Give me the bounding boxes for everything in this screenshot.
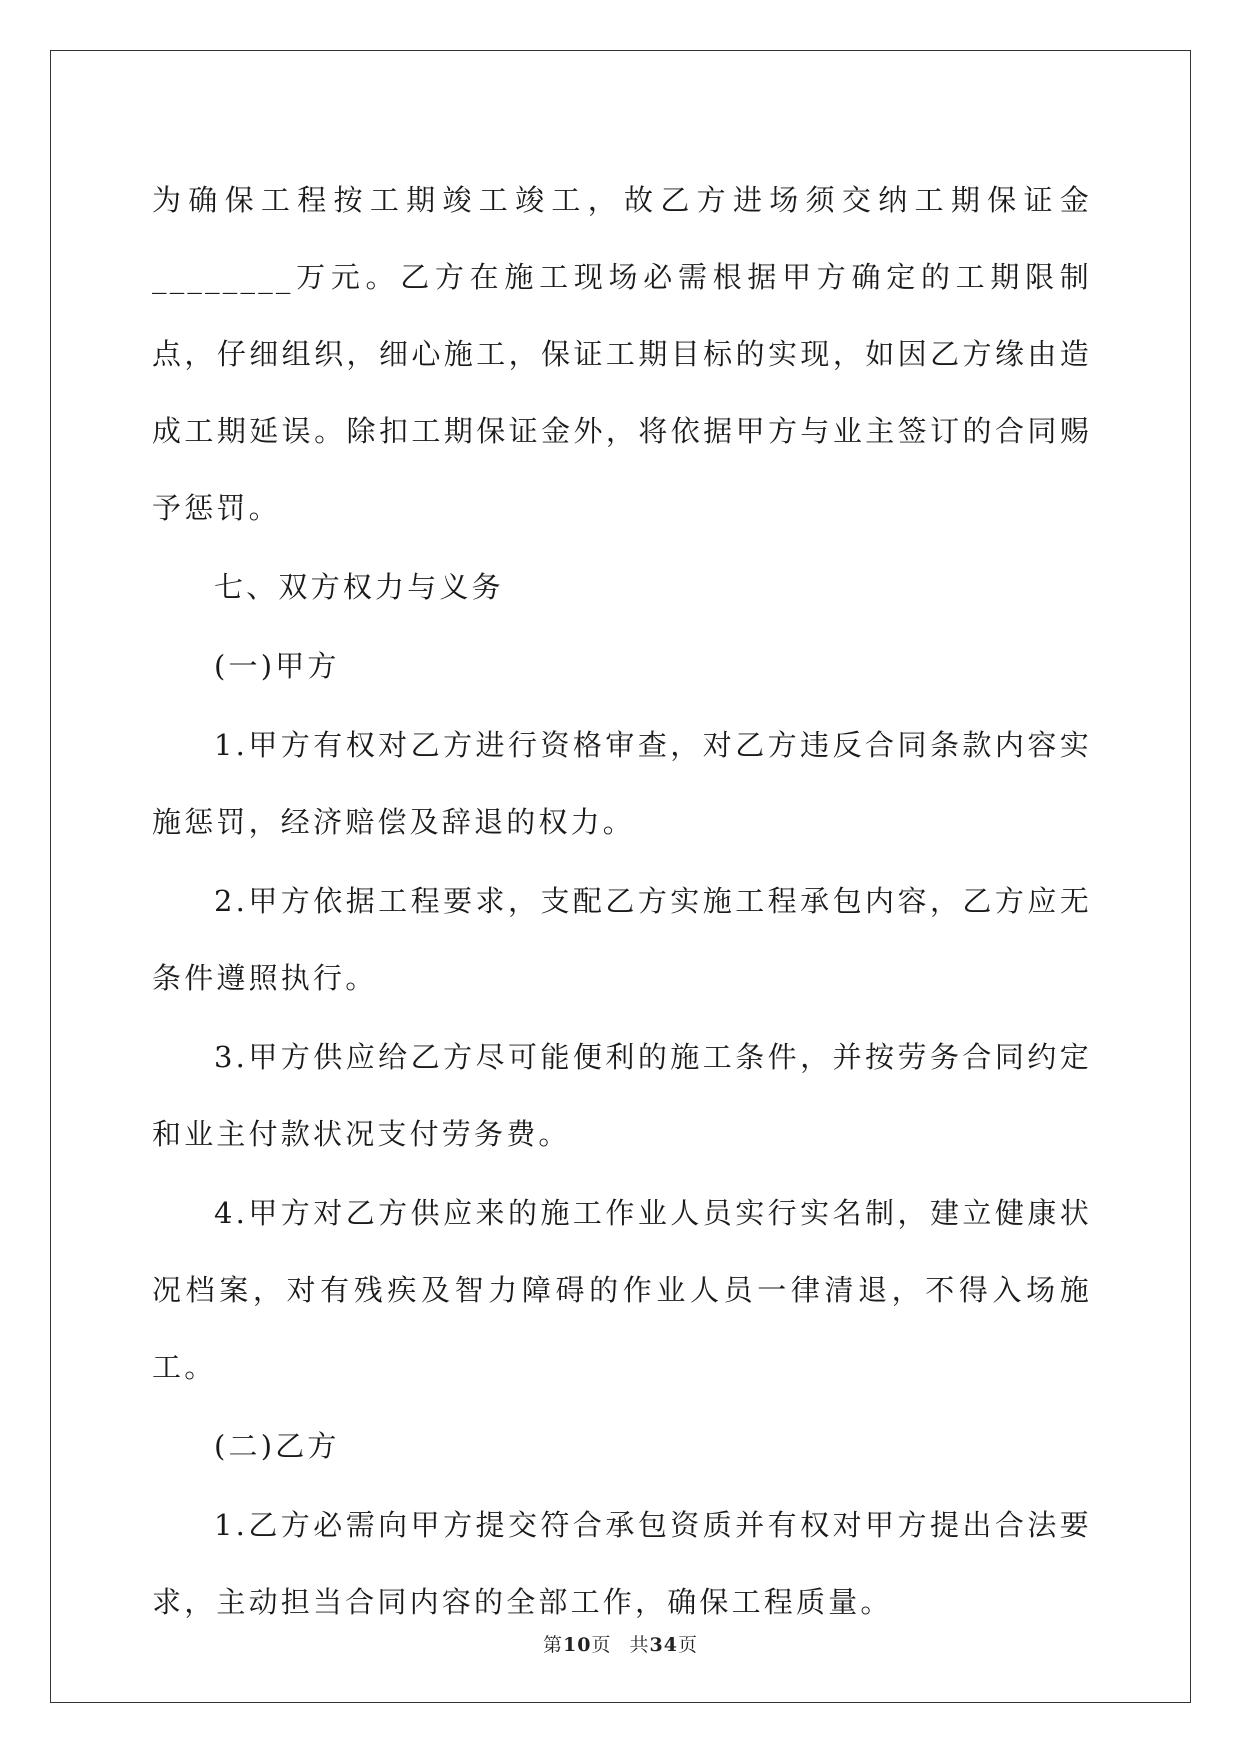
paragraph-a-4: 4.甲方对乙方供应来的施工作业人员实行实名制，建立健康状况档案，对有残疾及智力障碍的作业人员一律清退，不得入场施工。: [152, 1196, 1092, 1384]
footer-total-word: 页: [677, 1634, 698, 1656]
current-page-number: 10: [563, 1634, 592, 1656]
page-number-footer: [0, 1630, 1241, 1657]
paragraph-a-3: 3.甲方供应给乙方尽可能便利的施工条件，并按劳务合同约定和业主付款状况支付劳务费。: [152, 1040, 1092, 1151]
paragraph-b-1: 1.乙方必需向甲方提交符合承包资质并有权对甲方提出合法要求，主动担当合同内容的全部工作，确保工程质量。: [152, 1508, 1092, 1619]
footer-page-word: 页: [591, 1634, 612, 1656]
paragraph-a-2: 2.甲方依据工程要求，支配乙方实施工程承包内容，乙方应无条件遵照执行。: [152, 884, 1092, 995]
document-body: [152, 162, 1092, 1641]
total-pages-number: 34: [649, 1634, 678, 1656]
paragraph-0: 为确保工程按工期竣工竣工，故乙方进场须交纳工期保证金________万元。乙方在施工现场必需根据甲方确定的工期限制点，仔细组织，细心施工，保证工期目标的实现，如因乙方缘由造成工期延误。除扣工期保证金外，将依据甲方与业主签订的合同赐予惩罚。: [152, 183, 1092, 525]
paragraph-subheading-party-a: (一)甲方: [214, 649, 340, 683]
footer-prefix: 第: [543, 1634, 564, 1656]
paragraph-a-1: 1.甲方有权对乙方进行资格审查，对乙方违反合同条款内容实施惩罚，经济赔偿及辞退的权力。: [152, 728, 1092, 839]
footer-total-prefix: 共: [629, 1634, 650, 1656]
paragraph-subheading-party-b: (二)乙方: [214, 1429, 340, 1463]
paragraph-section-heading: 七、双方权力与义务: [214, 570, 504, 604]
